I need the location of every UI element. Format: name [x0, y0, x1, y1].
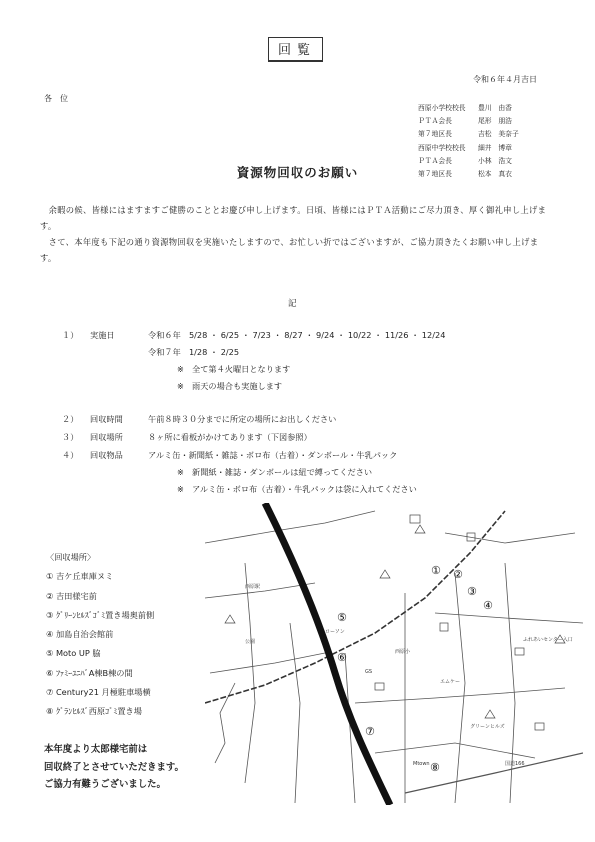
- building-marker: [440, 623, 448, 631]
- legend-item: ④ 加島自治会館前: [46, 629, 114, 640]
- document-heading: 資源物回収のお願い: [236, 165, 359, 180]
- sender-name: 松本 真衣: [478, 170, 512, 179]
- sender-row: [418, 142, 519, 155]
- collection-point-marker: ③: [467, 585, 477, 598]
- map-street: [375, 743, 535, 758]
- facility-triangle-icon: [380, 570, 390, 578]
- legend-item: ⑤ Moto UP 脇: [46, 648, 101, 659]
- facility-triangle-icon: [415, 525, 425, 533]
- map-street: [505, 563, 515, 803]
- closing-line: 本年度より太郎様宅前は: [44, 744, 148, 755]
- facility-triangle-icon: [485, 710, 495, 718]
- map-street: [355, 688, 565, 703]
- item-label: 回収時間: [90, 414, 123, 424]
- map-street: [290, 623, 300, 803]
- legend-item: ① 吉ケ丘車庫ヌミ: [46, 571, 114, 582]
- building-marker: [375, 683, 384, 690]
- sender-role: 第７地区長: [418, 170, 452, 179]
- map-label: 国道166: [505, 761, 525, 767]
- collection-point-legend: [46, 548, 154, 722]
- item-value: ８ヶ所に看板がかけてあります（下図参照）: [148, 432, 312, 442]
- item-number: ４）: [62, 450, 79, 460]
- map-label: ふれあいセンター入口: [523, 637, 573, 643]
- legend-item: ② 吉田様宅前: [46, 590, 97, 601]
- item-number: ２）: [62, 414, 79, 424]
- collection-dates: 令和７年 1/28 ・ 2/25: [148, 347, 240, 357]
- item-note: ※ 雨天の場合も実施します: [177, 381, 283, 391]
- item-note: ※ 新聞紙・雑誌・ダンボールは紐で縛ってください: [177, 467, 373, 477]
- map-label: GS: [365, 669, 373, 675]
- legend-title: 〈回収場所〉: [46, 552, 96, 562]
- collection-point-marker: ⑥: [337, 651, 347, 664]
- map-label: 西原小: [395, 649, 411, 655]
- sender-name: 尾形 朋浩: [478, 117, 512, 126]
- document-title: 回覧: [268, 37, 323, 62]
- sender-row: [418, 128, 519, 141]
- sender-row: [418, 115, 519, 128]
- map-street: [245, 563, 255, 783]
- legend-item: ⑦ Century21 月極駐車場横: [46, 687, 151, 698]
- closing-line: ご協力有難うございました。: [44, 779, 166, 790]
- item-number: ３）: [62, 432, 79, 442]
- item-label: 回収場所: [90, 432, 123, 442]
- sender-role: ＰＴＡ会長: [418, 117, 452, 126]
- map-label: Mtown: [413, 761, 430, 767]
- map-street: [205, 511, 375, 543]
- collection-point-marker: ⑤: [337, 611, 347, 624]
- sender-name: 豊川 由香: [478, 104, 512, 112]
- building-marker: [410, 515, 420, 523]
- legend-item: ⑧ ｸﾞﾗﾝﾋﾙｽﾞ西原ｺﾞﾐ置き場: [46, 706, 142, 717]
- legend-item: ⑥ ﾌｧﾐｰﾕﾆﾊﾞA棟B棟の間: [46, 667, 133, 678]
- ki-mark: 記: [288, 299, 297, 309]
- closing-notice: [44, 741, 184, 794]
- item-label: 実施日: [90, 330, 115, 340]
- map-street: [445, 533, 575, 543]
- sender-name: 小林 浩文: [478, 156, 512, 165]
- item-value: 午前８時３０分までに所定の場所にお出しください: [148, 414, 337, 424]
- item-label: 回収物品: [90, 450, 123, 460]
- map-label: 西原駅: [245, 584, 261, 590]
- collection-map: [205, 503, 583, 805]
- collection-point-marker: ⑦: [365, 725, 375, 738]
- body-paragraph: 余暇の候、皆様にはますますご健勝のこととお慶び申し上げます。日頃、皆様にはＰＴＡ活動にご尽力頂き、厚く御礼申し上げます。: [40, 205, 547, 231]
- sender-role: 西原中学校校長: [418, 143, 466, 152]
- body-paragraph: さて、本年度も下記の通り資源物回収を実施いたしますので、お忙しい折ではございますが、ご協力頂きたくお願い申し上げます。: [40, 237, 539, 263]
- railway-line: [205, 511, 505, 703]
- item-number: １）: [62, 330, 79, 340]
- facility-triangle-icon: [225, 615, 235, 623]
- collection-point-marker: ④: [483, 599, 493, 612]
- collection-point-marker: ⑧: [430, 761, 440, 774]
- legend-item: ③ ｸﾞﾘｰﾝﾋﾙｽﾞｺﾞﾐ置き場奥前側: [46, 609, 155, 620]
- item-note: ※ 全て第４火曜日となります: [177, 364, 291, 374]
- map-street: [455, 573, 465, 803]
- map-label: 公園: [245, 639, 256, 645]
- item-value: アルミ缶・新聞紙・雑誌・ボロ布（古着）・ダンボール・牛乳パック: [148, 450, 398, 460]
- sender-role: 第７地区長: [418, 130, 452, 139]
- map-street: [210, 653, 325, 673]
- map-label: グリーンヒルズ: [470, 724, 505, 730]
- body-text: [40, 202, 550, 266]
- main-highway: [265, 503, 390, 805]
- building-marker: [515, 648, 524, 655]
- sender-role: ＰＴＡ会長: [418, 156, 452, 165]
- issue-date: 令和６年４月吉日: [473, 75, 537, 84]
- item-note: ※ アルミ缶・ボロ布（古着）・牛乳パックは袋に入れてください: [177, 484, 417, 494]
- building-marker: [535, 723, 544, 730]
- collection-point-marker: ②: [453, 568, 463, 581]
- closing-line: 回収終了とさせていただきます。: [44, 761, 184, 773]
- map-label: ローソン: [325, 629, 345, 635]
- sender-row: [418, 102, 519, 115]
- sender-role: 西原小学校校長: [418, 104, 466, 112]
- addressee: 各位: [44, 94, 76, 103]
- collection-point-marker: ①: [431, 564, 441, 577]
- sender-name: 細井 博章: [478, 143, 512, 152]
- collection-dates: 令和６年 5/28 ・ 6/25 ・ 7/23 ・ 8/27 ・ 9/24 ・ 10/22 ・ 11/26 ・ 12/24: [148, 330, 446, 340]
- sender-name: 吉松 美奈子: [478, 130, 519, 139]
- map-label: エムケー: [440, 679, 461, 685]
